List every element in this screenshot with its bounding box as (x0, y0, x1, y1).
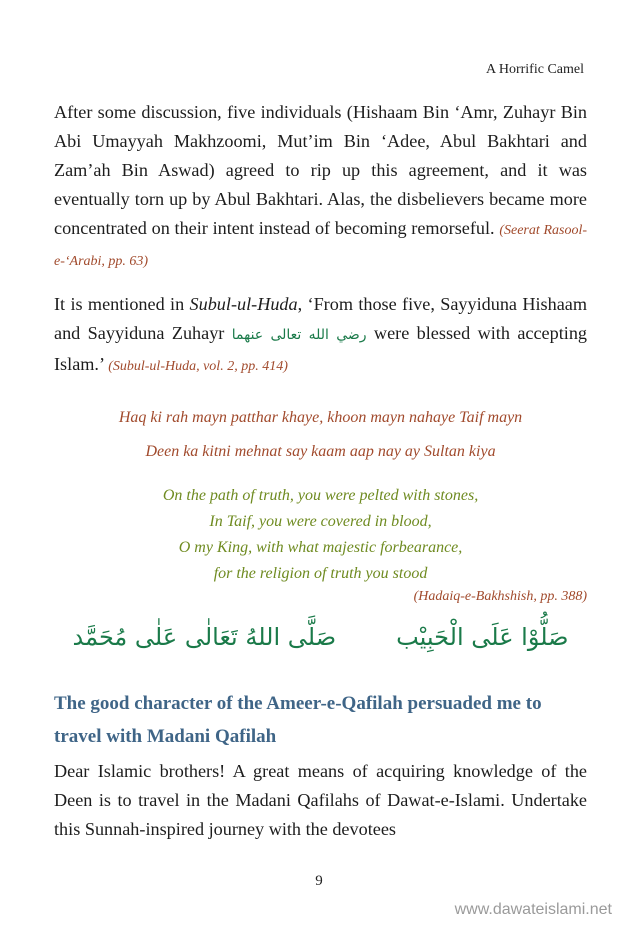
watermark: www.dawateislami.net (454, 901, 612, 918)
reference-hadaiq: (Hadaiq-e-Bakhshish, pp. 388) (413, 589, 587, 604)
page-content (54, 98, 587, 844)
poem-translation (54, 483, 587, 587)
salawat (54, 623, 587, 651)
poem-urdu (54, 401, 587, 469)
section-heading: The good character of the Ameer-e-Qafilah persuaded me to travel with Madani Qafilah (54, 693, 542, 747)
salawat-response: صَلَّى اللهُ تَعَالٰى عَلٰى مُحَمَّد (72, 623, 337, 651)
page-number: 9 (315, 873, 323, 889)
paragraph-2-before: It is mentioned in (54, 294, 190, 314)
paragraph-1 (54, 98, 587, 276)
poem-translation-line: O my King, with what majestic forbearance, (178, 539, 463, 556)
reference-subul: (Subul-ul-Huda, vol. 2, pp. 414) (108, 359, 288, 374)
reference-seerat: (Seerat Rasool-e-‘Arabi, pp. 63) (54, 223, 587, 269)
poem-translation-line: for the religion of truth you stood (213, 565, 428, 582)
section-paragraph: Dear Islamic brothers! A great means of acquiring knowledge of the Deen is to travel in the Madani Qafilahs of Dawat-e-Islami. Undertake this Sunnah-inspired journey with the devotees (54, 761, 587, 839)
arabic-honorific: رضي الله تعالى عنهما (231, 327, 367, 343)
poem-urdu-line: Haq ki rah mayn patthar khaye, khoon mayn nahaye Taif mayn (118, 409, 523, 426)
salawat-call: صَلُّوْا عَلَى الْحَبِيْب (396, 623, 569, 651)
poem-urdu-line: Deen ka kitni mehnat say kaam aap nay ay Sultan kiya (145, 443, 496, 460)
paragraph-1-text: After some discussion, five individuals (Hishaam Bin ‘Amr, Zuhayr Bin Abi Umayyah Makhzoomi, Mut’im Bin ‘Adee, Abul Bakhtari and Zam’ah Bin Aswad) agreed to rip up this agreement, and it was eventually torn up by Abul Bakhtari. Alas, the disbelievers became more concentrated on their intent instead of becoming remorseful. (54, 102, 587, 238)
paragraph-2-middle: , ‘From those five, Sayyiduna Hishaam and Sayyiduna Zuhayr (54, 294, 587, 343)
poem-translation-line: In Taif, you were covered in blood, (209, 513, 432, 530)
paragraph-2 (54, 290, 587, 381)
book-title: Subul-ul-Huda (189, 294, 298, 314)
poem-translation-line: On the path of truth, you were pelted with stones, (162, 487, 479, 504)
running-header: A Horrific Camel (486, 62, 584, 77)
paragraph-2-after: were blessed with accepting Islam.’ (54, 323, 588, 374)
